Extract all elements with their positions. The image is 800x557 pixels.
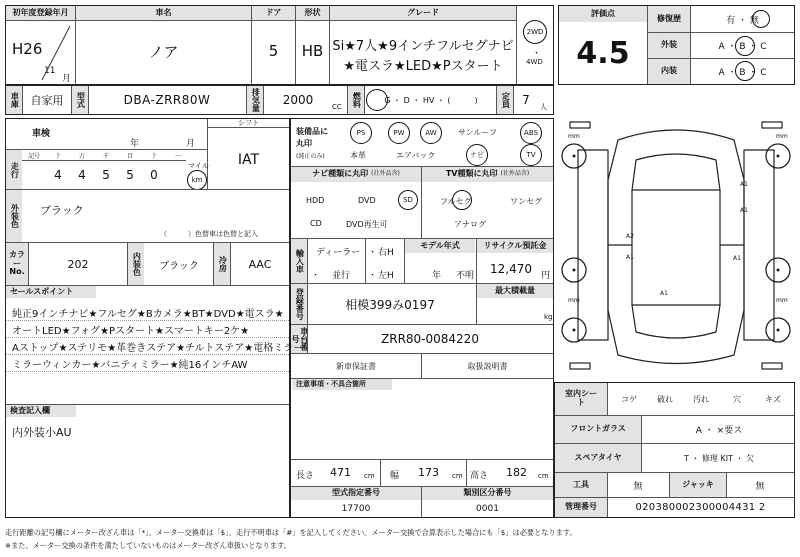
repair-none-circle [752, 10, 770, 28]
nav-label: ナビ種類に丸印 (社外品含) [291, 167, 421, 182]
displacement-label: 排気量 [247, 86, 263, 114]
hgt-unit: cm [538, 472, 549, 480]
tv-fullseg-circle [452, 190, 472, 210]
equip-label2: 丸印 [296, 139, 312, 148]
diag-a1-2: A1 [740, 207, 748, 214]
model-year-label: モデル年式 [405, 239, 475, 253]
inspector-label: 検査記入欄 [6, 405, 76, 417]
import-dealer: ディーラー [316, 248, 361, 258]
import-label: 輸入車 [291, 239, 307, 283]
mileage-digit: 5 [126, 168, 134, 182]
car-diagram [558, 110, 795, 382]
model-year-unknown: 不明 [456, 271, 475, 281]
displacement-unit: CC [332, 103, 342, 111]
digit-head-2: 万 [78, 152, 85, 160]
seat-option: コゲ [621, 394, 637, 404]
digit-head-1: 十 [54, 152, 61, 160]
diag-a1-5: A1 [660, 290, 668, 297]
vin-value: ZRR80-0084220 [381, 332, 479, 346]
len-value: 471 [330, 466, 351, 479]
sales-point-line: ミラーウィンカー★バニティミラー★純16インチAW [12, 360, 248, 371]
len-unit: cm [364, 472, 375, 480]
score-label: 評価点 [559, 6, 647, 22]
fuel-gas-circle [366, 89, 388, 111]
repair-options: 有 ・ 無 [726, 15, 759, 26]
spare-label: スペアタイヤ [555, 444, 641, 472]
spare-options: T ・ 修理 KIT ・ 欠 [683, 453, 755, 463]
mm-label-tl: mm [568, 133, 580, 140]
type-code-value: 17700 [341, 504, 371, 514]
tv-label: TV種類に丸印 (社外品含) [422, 167, 553, 182]
tv-item-2: アナログ [454, 220, 486, 229]
color-change-note: （ ）色替車は色替と記入 [160, 230, 258, 238]
grade-line2: ★電スラ★LED★Pスタート [343, 58, 503, 74]
int-color-label: 内装色 [128, 243, 144, 285]
slash-divider [40, 24, 72, 82]
footer-note-2: ※また、メーター交換の条件を満たしていないものはメーター改ざん車扱いとなります。 [5, 541, 291, 550]
tv-item-1: ワンセグ [510, 197, 542, 206]
model-year-y: 年 [432, 271, 442, 281]
notes-label: 注意事項・不具合箇所 [292, 379, 392, 390]
shape-value: HB [301, 42, 324, 60]
class-code-value: 0001 [476, 504, 499, 514]
equip-item-7: ナビ [466, 144, 488, 166]
reg-month-num: 11 [44, 66, 56, 76]
capacity-unit: 人 [540, 103, 547, 111]
wid-label: 幅 [390, 471, 400, 481]
diag-a1-3: A1 [626, 254, 634, 261]
color-no-value: 202 [67, 257, 89, 271]
model-value: DBA-ZRR80W [123, 93, 211, 107]
sales-point-line: 純正9インチナビ★フルセグ★Bカメラ★BT★DVD★電スラ★ [12, 309, 284, 320]
load-unit: kg [544, 313, 553, 321]
warranty-new: 新車保証書 [336, 361, 376, 371]
nav-item-3: CD [310, 219, 322, 228]
reg-month-unit: 月 [62, 74, 72, 84]
sales-point-line: オートLED★フォグ★Pスタート★スマートキー2ケ★ [12, 326, 250, 337]
seat-option: キズ [765, 394, 781, 404]
tv-item-0: フルセグ [440, 197, 472, 206]
shape-label: 形状 [296, 6, 329, 20]
mm-label-br: mm [776, 297, 788, 304]
mileage-digit: 4 [54, 168, 62, 182]
class-code-label: 類別区分番号 [422, 487, 553, 500]
nav-item-1: DVD [358, 196, 376, 205]
equip-item-0: PS [350, 122, 372, 144]
ext-color-label: 外装色 [6, 190, 22, 242]
digit-head-6: 一 [174, 152, 181, 160]
mileage-digit: 4 [78, 168, 86, 182]
load-label: 最大積載量 [477, 284, 553, 298]
jack-label: ジャッキ [670, 473, 726, 497]
car-name: ノア [148, 42, 179, 61]
inspector-note: 内外装小AU [12, 426, 72, 439]
reg-label: 初年度登録年月 [6, 6, 75, 20]
equip-item-3: サンルーフ [458, 128, 497, 137]
int-grade-label: 内装 [648, 59, 690, 84]
digit-head-3: 千 [102, 152, 109, 160]
mgmt-value: 020380002300004431 2 [635, 502, 766, 513]
fuel-label: 燃料 [348, 86, 364, 114]
garage-label: 車庫 [6, 86, 22, 114]
hgt-label: 高さ [470, 471, 489, 481]
door-count: 5 [268, 42, 279, 60]
shift-label: シフト [238, 119, 259, 127]
digit-head-0: 記号 [27, 152, 40, 160]
seat-option: 汚れ [693, 394, 709, 404]
import-rh: 右H [378, 248, 394, 258]
footer-note-1: 走行距離の記号欄にメーター改ざん車は「*」、メーター交換車は「$」、走行不明車は「#」を記入してください。メーター交換で合算表示した場合にも「$」は必要となります。 [5, 528, 577, 537]
sales-point-line: Aストップ★ステリモ★革巻きステア★チルトステア★電格ミラー [12, 343, 304, 354]
drive-dot: ・ [532, 49, 542, 59]
int-grade-options: A ・ B ・ C [718, 68, 767, 78]
door-label: ドア [252, 6, 295, 20]
digit-head-4: 百 [126, 152, 133, 160]
reg-no-label: 登録番号 [291, 284, 307, 324]
tools-value: 無 [633, 481, 643, 492]
grade-line1: Si★7人★9インチフルセグナビ [332, 38, 514, 54]
grade-label: グレード [330, 6, 516, 20]
len-label: 長さ [296, 471, 315, 481]
name-label: 車名 [76, 6, 251, 20]
seat-option: 破れ [657, 394, 673, 404]
recycle-unit: 円 [541, 271, 551, 281]
ext-color-value: ブラック [40, 204, 84, 217]
fuel-options: G ・ D ・ HV ・ ( ) [384, 95, 478, 105]
mm-label-tr: mm [776, 133, 788, 140]
equip-item-1: PW [388, 122, 410, 144]
model-label: 型式 [72, 86, 88, 114]
mile-label: マイル [188, 162, 209, 170]
ac-label: 冷房 [214, 243, 230, 285]
wid-value: 173 [418, 466, 439, 479]
nav-item-2: SD [398, 190, 418, 210]
capacity-value: 7 [522, 93, 530, 107]
warranty-manual: 取扱説明書 [467, 361, 508, 371]
jack-value: 無 [755, 481, 765, 492]
glass-options: A ・ ×要ス [695, 426, 743, 436]
mileage-digit: 0 [150, 168, 158, 182]
seat-option: 穴 [733, 394, 741, 404]
equip-item-5: 本革 [350, 151, 366, 160]
equip-label3: (純正のみ) [296, 153, 325, 160]
tools-label: 工具 [555, 473, 607, 497]
displacement-value: 2000 [282, 93, 314, 107]
inspect-month: 月 [186, 139, 196, 149]
inspect-label: 車検 [32, 129, 51, 139]
equip-item-4: ABS [520, 122, 542, 144]
recycle-value: 12,470 [490, 262, 532, 276]
wid-unit: cm [452, 472, 463, 480]
repair-label: 修復歴 [648, 6, 690, 32]
glass-label: フロントガラス [555, 416, 641, 443]
mileage-label: 走行 [6, 150, 22, 189]
nav-item-0: HDD [306, 196, 325, 205]
shift-value: IAT [237, 152, 260, 168]
ext-grade-label: 外装 [648, 33, 690, 58]
usage-value: 自家用 [30, 94, 64, 107]
type-code-label: 型式指定番号 [291, 487, 421, 500]
drive-4wd: 4WD [526, 58, 543, 66]
ac-value: AAC [248, 257, 272, 271]
color-no-label: カラーNo. [6, 243, 28, 285]
mileage-digit: 5 [102, 168, 110, 182]
seat-label: 室内シート [555, 383, 607, 415]
mm-label-bl: mm [568, 297, 580, 304]
capacity-label: 定員 [497, 86, 513, 114]
mgmt-label: 管理番号 [555, 498, 607, 517]
km-circle: km [187, 170, 207, 190]
diag-a1-1: A1 [740, 181, 748, 188]
sales-label: セールスポイント [6, 286, 96, 298]
equip-item-8: TV [520, 144, 542, 166]
plate-value: 相模399み0197 [345, 297, 435, 312]
import-lh: 左H [378, 271, 394, 281]
recycle-label: リサイクル預託金 [477, 239, 553, 253]
int-grade-b-circle [735, 61, 755, 81]
diag-a2: A2 [626, 233, 634, 240]
ext-grade-b-circle [735, 36, 755, 56]
inspect-year: 年 [130, 139, 140, 149]
equip-item-2: AW [420, 122, 442, 144]
equip-label1: 装備品に [296, 127, 328, 136]
score-value: 4.5 [576, 35, 630, 71]
hgt-value: 182 [506, 466, 527, 479]
import-parallel: 並行 [332, 271, 351, 281]
reg-era: H26 [12, 40, 43, 58]
digit-head-5: 十 [150, 152, 157, 160]
nav-item-4: DVD再生可 [346, 220, 388, 229]
diag-a1-4: A1 [733, 255, 741, 262]
drive-2wd-circle: 2WD [523, 20, 547, 44]
ext-grade-options: A ・ B ・ C [718, 42, 767, 52]
int-color-value: ブラック [159, 260, 199, 272]
equip-item-6: エアバック [396, 151, 436, 160]
vin-label: 車台番号 [291, 327, 309, 351]
